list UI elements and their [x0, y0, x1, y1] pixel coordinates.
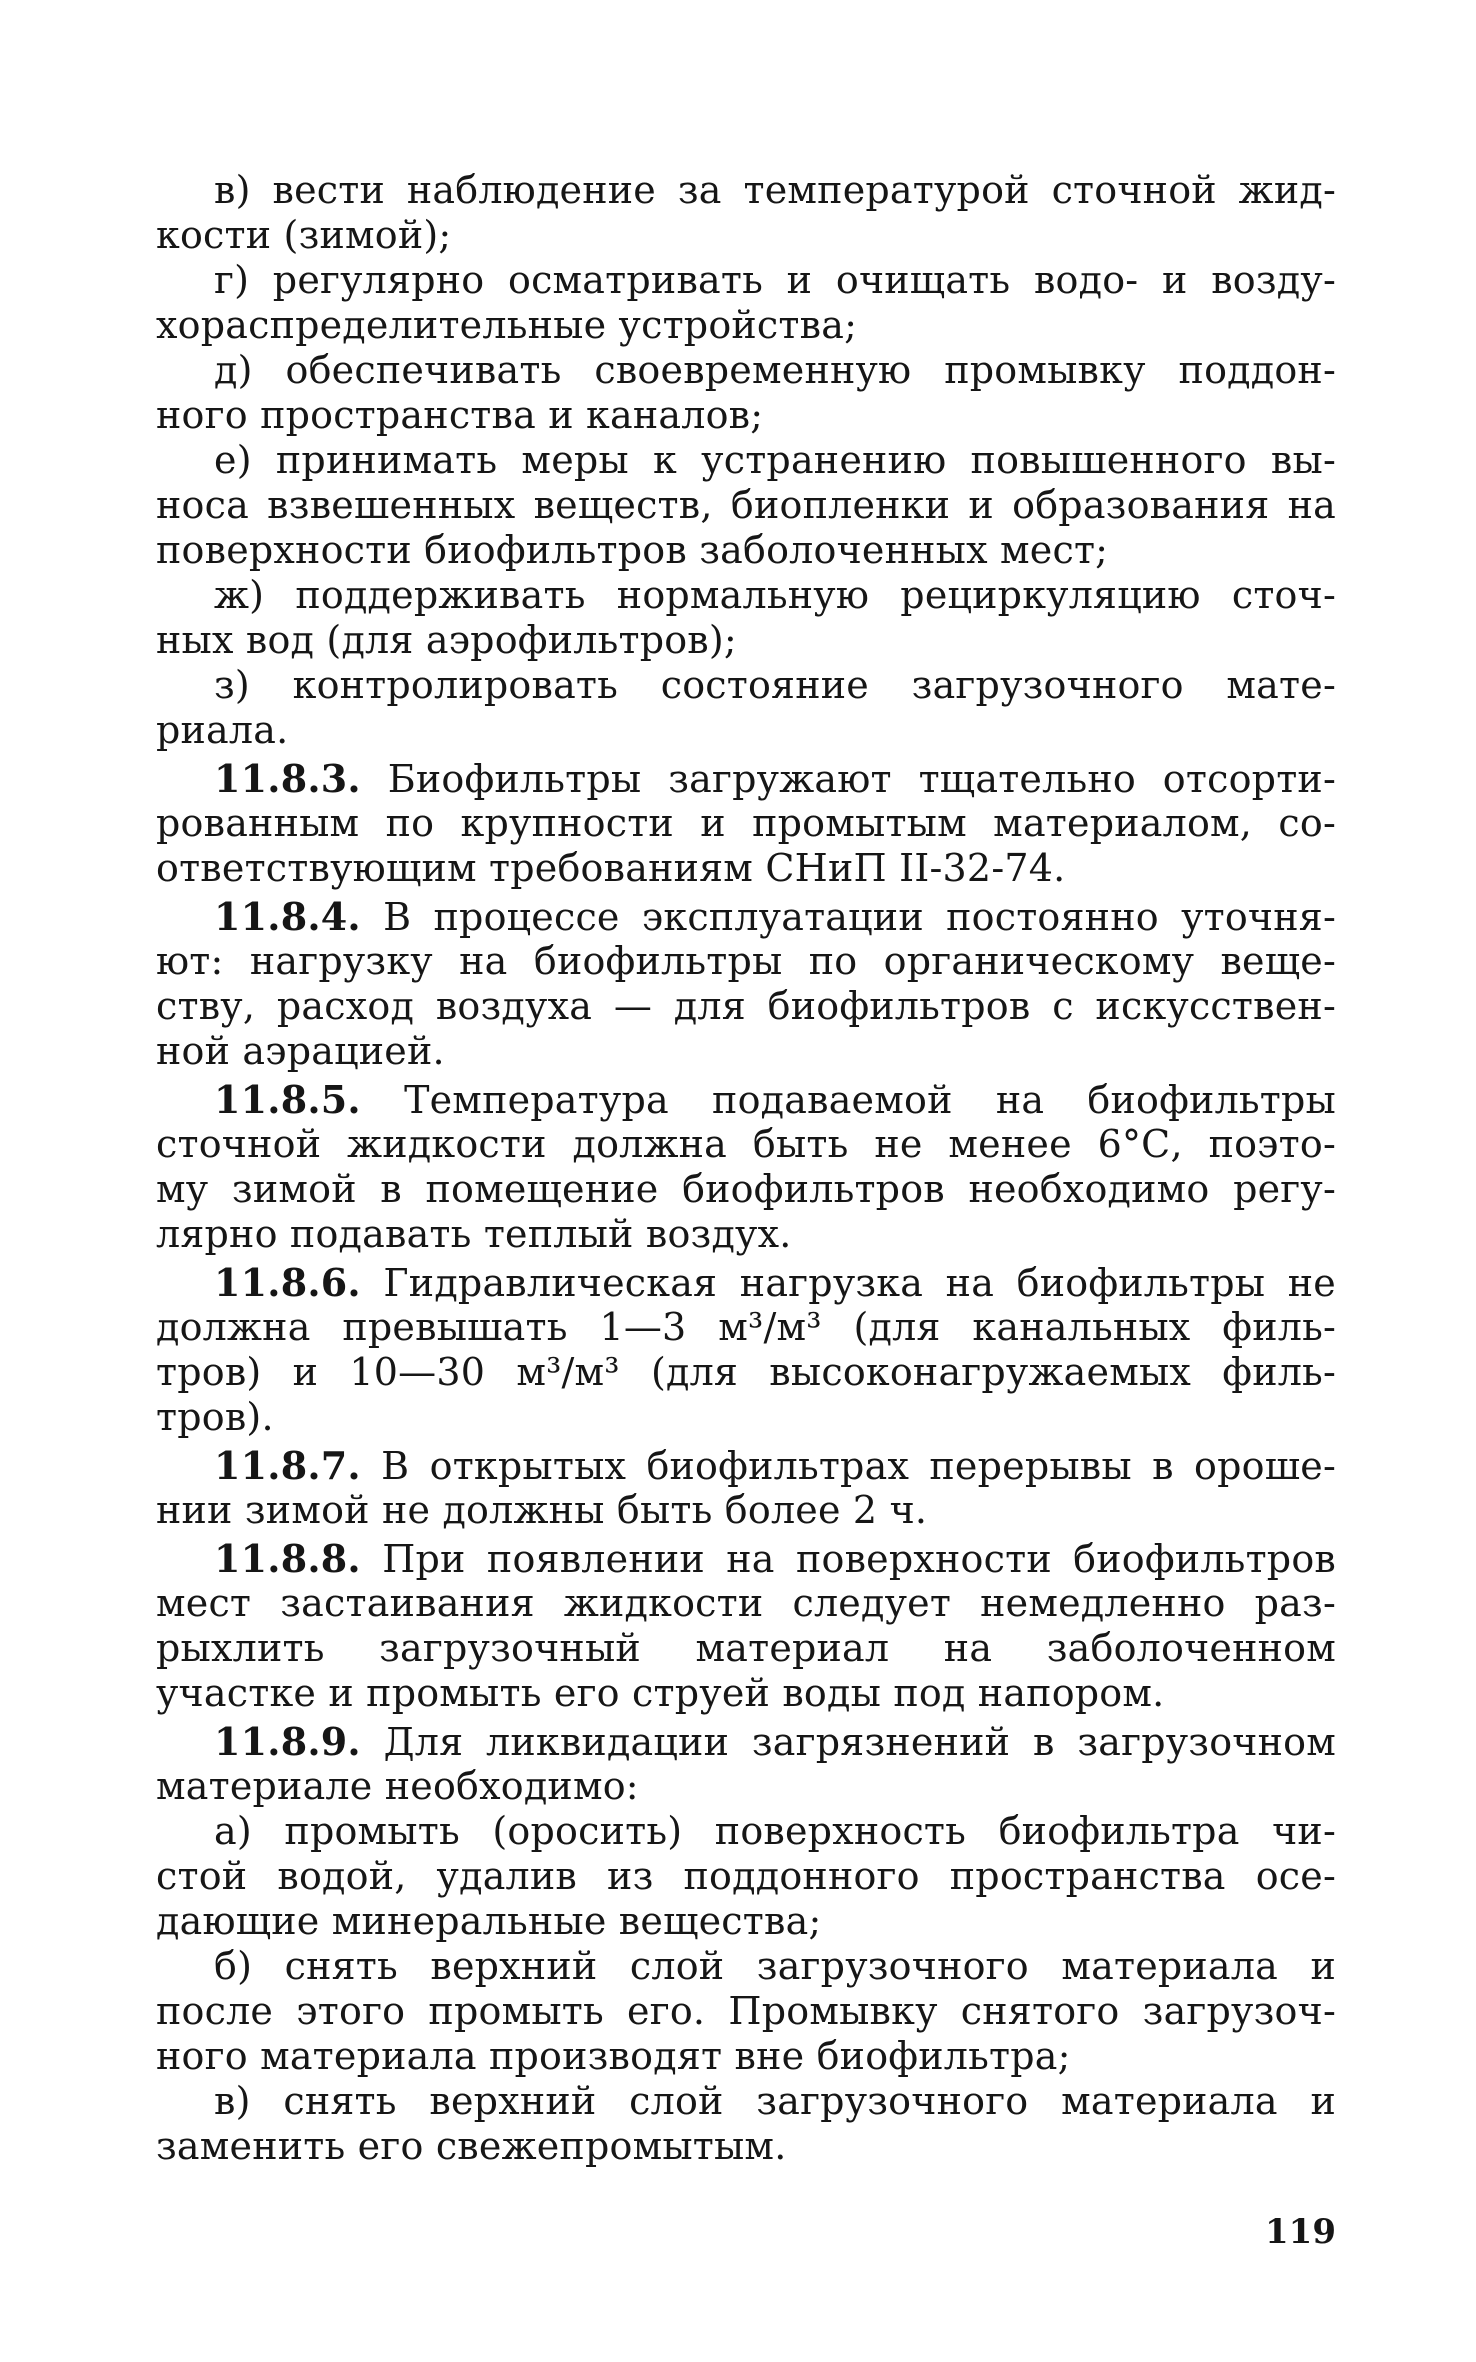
paragraph-first-line — [156, 1443, 1336, 1488]
page-number: 119 — [1265, 2212, 1336, 2252]
line-text: рыхлить загрузочный материал на заболоченном — [156, 1626, 1336, 1670]
line-text: в) снять верхний слой загрузочного материала и — [214, 2079, 1336, 2123]
text-line — [156, 348, 1336, 393]
line-text: б) снять верхний слой загрузочного материала и — [214, 1944, 1336, 1988]
line-text: Температура подаваемой на биофильтры — [360, 1078, 1336, 1122]
line-text: должна превышать 1—3 м³/м³ (для канальных филь- — [156, 1305, 1336, 1349]
line-text: мест застаивания жидкости следует немедленно раз- — [156, 1581, 1336, 1625]
text-line — [156, 1809, 1336, 1854]
line-text: В процессе эксплуатации постоянно уточня- — [360, 895, 1336, 939]
text-line — [156, 663, 1336, 708]
line-text: ответствующим требованиям СНиП II-32-74. — [156, 846, 1066, 890]
line-text: тров) и 10—30 м³/м³ (для высоконагружаемых филь- — [156, 1350, 1336, 1394]
line-text: после этого промыть его. Промывку снятого загрузоч- — [156, 1989, 1336, 2033]
text-line — [156, 1854, 1336, 1899]
line-text: материале необходимо: — [156, 1764, 639, 1808]
line-text: участке и промыть его струей воды под напором. — [156, 1671, 1165, 1715]
text-line — [156, 984, 1336, 1029]
text-line — [156, 2124, 1336, 2169]
line-text: заменить его свежепромытым. — [156, 2124, 787, 2168]
text-line — [156, 528, 1336, 573]
line-text: хораспределительные устройства; — [156, 303, 858, 347]
text-line — [156, 939, 1336, 984]
line-text: поверхности биофильтров заболоченных мест; — [156, 528, 1109, 572]
paragraph-first-line — [156, 756, 1336, 801]
text-line — [156, 1626, 1336, 1671]
line-text: з) контролировать состояние загрузочного мате- — [214, 663, 1336, 707]
paragraph-first-line — [156, 1719, 1336, 1764]
paragraph-first-line — [156, 894, 1336, 939]
line-text: носа взвешенных веществ, биопленки и образования на — [156, 483, 1336, 527]
text-line — [156, 1167, 1336, 1212]
line-text: ж) поддерживать нормальную рециркуляцию сточ- — [214, 573, 1336, 617]
line-text: му зимой в помещение биофильтров необходимо регу- — [156, 1167, 1336, 1211]
line-text: риала. — [156, 708, 289, 752]
line-text: нии зимой не должны быть более 2 ч. — [156, 1488, 928, 1532]
line-text: ют: нагрузку на биофильтры по органическому веще- — [156, 939, 1336, 983]
clause-number: 11.8.4. — [214, 894, 361, 939]
line-text: г) регулярно осматривать и очищать водо- и возду- — [214, 258, 1336, 302]
clause-number: 11.8.3. — [214, 756, 361, 801]
text-line — [156, 2034, 1336, 2079]
text-line — [156, 438, 1336, 483]
text-line — [156, 1764, 1336, 1809]
text-line — [156, 1212, 1336, 1257]
text-line — [156, 1671, 1336, 1716]
text-line — [156, 1944, 1336, 1989]
clause-number: 11.8.5. — [214, 1077, 361, 1122]
text-line — [156, 1581, 1336, 1626]
text-line — [156, 1989, 1336, 2034]
clause-number: 11.8.8. — [214, 1536, 361, 1581]
text-line — [156, 1029, 1336, 1074]
line-text: ству, расход воздуха — для биофильтров с искусствен- — [156, 984, 1336, 1028]
text-line — [156, 1899, 1336, 1944]
text-line — [156, 1395, 1336, 1440]
text-line — [156, 708, 1336, 753]
text-line — [156, 1305, 1336, 1350]
text-line — [156, 258, 1336, 303]
text-line — [156, 1122, 1336, 1167]
line-text: ного пространства и каналов; — [156, 393, 764, 437]
clause-number: 11.8.6. — [214, 1260, 361, 1305]
line-text: д) обеспечивать своевременную промывку поддон- — [214, 348, 1336, 392]
text-line — [156, 2079, 1336, 2124]
text-line — [156, 1350, 1336, 1395]
line-text: дающие минеральные вещества; — [156, 1899, 822, 1943]
line-text: ного материала производят вне биофильтра; — [156, 2034, 1071, 2078]
line-text: При появлении на поверхности биофильтров — [360, 1537, 1336, 1581]
paragraph-first-line — [156, 1536, 1336, 1581]
text-line — [156, 393, 1336, 438]
line-text: а) промыть (оросить) поверхность биофильтра чи- — [214, 1809, 1336, 1853]
line-text: лярно подавать теплый воздух. — [156, 1212, 792, 1256]
clause-number: 11.8.9. — [214, 1719, 361, 1764]
line-text: рованным по крупности и промытым материалом, со- — [156, 801, 1336, 845]
line-text: Гидравлическая нагрузка на биофильтры не — [360, 1261, 1336, 1305]
clause-number: 11.8.7. — [214, 1443, 361, 1488]
paragraph-first-line — [156, 1077, 1336, 1122]
text-line — [156, 801, 1336, 846]
text-line — [156, 1488, 1336, 1533]
line-text: Для ликвидации загрязнений в загрузочном — [360, 1720, 1336, 1764]
text-line — [156, 483, 1336, 528]
line-text: кости (зимой); — [156, 213, 452, 257]
line-text: сточной жидкости должна быть не менее 6°С, поэто- — [156, 1122, 1336, 1166]
text-line — [156, 168, 1336, 213]
text-line — [156, 846, 1336, 891]
line-text: ных вод (для аэрофильтров); — [156, 618, 737, 662]
text-line — [156, 618, 1336, 663]
line-text: тров). — [156, 1395, 274, 1439]
line-text: е) принимать меры к устранению повышенного вы- — [214, 438, 1336, 482]
paragraph-first-line — [156, 1260, 1336, 1305]
text-line — [156, 303, 1336, 348]
body-text — [156, 168, 1336, 2169]
text-line — [156, 573, 1336, 618]
line-text: ной аэрацией. — [156, 1029, 445, 1073]
line-text: в) вести наблюдение за температурой сточной жид- — [214, 168, 1336, 212]
text-line — [156, 213, 1336, 258]
line-text: стой водой, удалив из поддонного пространства осе- — [156, 1854, 1336, 1898]
line-text: В открытых биофильтрах перерывы в ороше- — [360, 1444, 1336, 1488]
line-text: Биофильтры загружают тщательно отсорти- — [360, 757, 1336, 801]
